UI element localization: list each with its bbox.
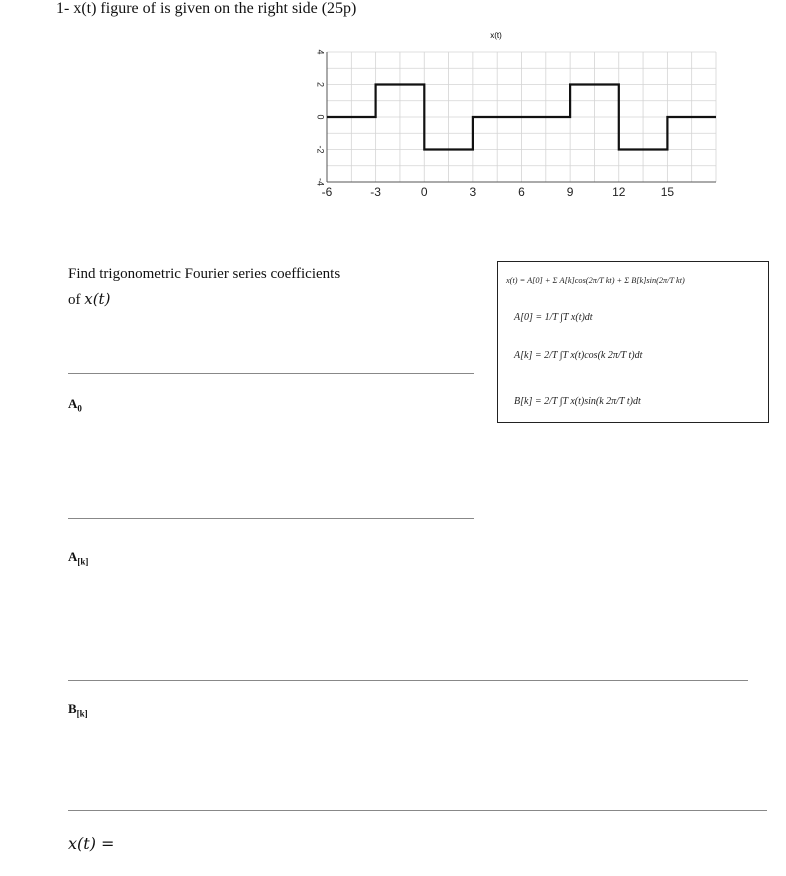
answer-divider-3	[68, 680, 748, 681]
answer-divider-2	[68, 518, 474, 519]
label-bk-sub: [k]	[76, 708, 88, 719]
y-tick-label: -4	[315, 177, 326, 187]
prompt-line-2	[68, 287, 340, 313]
label-ak	[68, 549, 88, 567]
label-a0-sub: 0	[77, 403, 82, 414]
x-tick-label: 12	[612, 185, 626, 199]
prompt-math-xt: x(t)	[84, 290, 111, 308]
x-tick-label: 9	[566, 185, 574, 199]
x-tick-label: 3	[469, 185, 477, 199]
formula-ak: A[k] = 2/T ∫T x(t)cos(k 2π/T t)dt	[514, 350, 643, 361]
y-tick-label: 0	[315, 114, 326, 120]
final-lhs: x(t)	[68, 834, 96, 853]
chart-title: x(t)	[490, 31, 502, 40]
y-tick-label: -2	[315, 145, 326, 154]
label-ak-main: A	[68, 549, 78, 564]
x-tick-label: 15	[660, 185, 675, 199]
final-expression	[68, 834, 114, 853]
formula-series: x(t) = A[0] + Σ A[k]cos(2π/T kt) + Σ B[k]sin(2π/T kt)	[506, 276, 685, 285]
signal-chart	[300, 24, 730, 204]
prompt-line-1: Find trigonometric Fourier series coefficients	[68, 266, 341, 282]
prompt-prefix: of	[68, 292, 85, 308]
x-tick-labels	[322, 185, 675, 199]
label-bk	[68, 701, 88, 719]
question-title: 1- x(t) figure of is given on the right side (25p)	[56, 0, 357, 17]
label-a0-main: A	[68, 396, 78, 411]
label-bk-main: B	[68, 701, 77, 716]
y-tick-label: 2	[315, 81, 326, 88]
x-tick-label: 0	[420, 185, 428, 199]
prompt-text	[68, 262, 340, 313]
y-tick-labels	[316, 49, 326, 186]
x-tick-label: -3	[370, 185, 381, 199]
x-tick-label: 6	[518, 185, 525, 199]
formula-a0: A[0] = 1/T ∫T x(t)dt	[514, 312, 593, 323]
y-tick-label: 4	[315, 49, 326, 55]
label-ak-sub: [k]	[77, 556, 89, 567]
final-eq: =	[95, 834, 115, 853]
formula-box	[497, 261, 769, 423]
formula-svg	[498, 262, 768, 422]
formula-bk: B[k] = 2/T ∫T x(t)sin(k 2π/T t)dt	[514, 396, 641, 407]
label-a0	[68, 396, 82, 414]
answer-divider-1	[68, 373, 474, 374]
answer-divider-4	[68, 810, 767, 811]
x-tick-label: -6	[321, 185, 333, 199]
